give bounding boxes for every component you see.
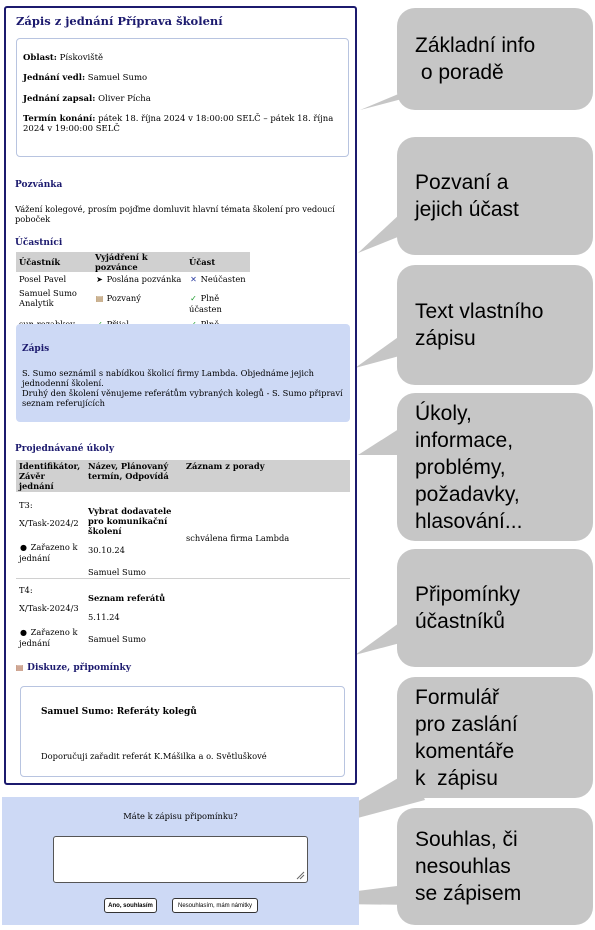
callout-agreement: Souhlas, či nesouhlas se zápisem bbox=[397, 808, 593, 925]
col-invite-response: Vyjádření k pozvánce bbox=[92, 252, 186, 272]
info-chair: Jednání vedl: Samuel Sumo bbox=[23, 73, 148, 83]
task-title: Seznam referátů bbox=[88, 593, 166, 603]
task-note: schválena firma Lambda bbox=[186, 533, 290, 543]
discussion-heading: Diskuze, připomínky bbox=[27, 663, 132, 673]
callout-tasks: Úkoly, informace, problémy, požadavky, hlasování... bbox=[397, 393, 593, 541]
comment-form bbox=[2, 797, 359, 925]
document-icon: ▤ bbox=[15, 662, 24, 672]
comment-textarea[interactable] bbox=[53, 836, 308, 883]
invitation-text: Vážení kolegové, prosím pojďme domluvit hlavní témata školení pro vedoucí poboček bbox=[15, 204, 335, 224]
comment-text: Doporučuji zařadit referát K.Mášilka a o. Světluškové bbox=[41, 751, 267, 761]
callout-comments: Připomínky účastníků bbox=[397, 549, 593, 667]
callout-minutes-text: Text vlastního zápisu bbox=[397, 265, 593, 385]
disagree-button[interactable]: Nesouhlasím, mám námitky bbox=[172, 898, 258, 913]
document-title: Zápis z jednání Příprava školení bbox=[16, 14, 223, 28]
meeting-status-icon: ● bbox=[20, 628, 27, 637]
info-date: Termín konání: pátek 18. října 2024 v 18:00:00 SELČ – pátek 18. října 2024 v 19:00:00 SELČ bbox=[23, 114, 334, 134]
task-owner: Samuel Sumo bbox=[88, 634, 146, 644]
callout-form: Formulář pro zaslání komentáře k zápisu bbox=[397, 677, 593, 798]
table-row: Posel Pavel ➤ Poslána pozvánka ✕ Neúčasten bbox=[16, 272, 250, 285]
cross-icon: ✕ bbox=[190, 275, 197, 284]
task-date: 30.10.24 bbox=[88, 545, 125, 555]
col-participant: Účastník bbox=[16, 252, 92, 272]
col-title: Název, Plánovaný termín, Odpovídá bbox=[85, 460, 183, 492]
participant-role: Analytik bbox=[19, 298, 54, 308]
task-status: Zařazeno k jednání bbox=[19, 627, 78, 648]
col-identifier: Identifikátor, Závěr jednání bbox=[16, 460, 85, 492]
task-code: T4: bbox=[19, 585, 33, 595]
participant-name: Posel Pavel bbox=[19, 274, 67, 284]
minutes-heading: Zápis bbox=[22, 344, 50, 354]
form-question: Máte k zápisu připomínku? bbox=[123, 811, 238, 821]
basic-info-box bbox=[16, 38, 349, 157]
minutes-text-1: S. Sumo seznámil s nabídkou školicí firmy Lambda. Objednáme jejich jednodenní školení. bbox=[22, 368, 314, 388]
task-id: X/Task-2024/2 bbox=[19, 518, 79, 528]
tasks-heading: Projednávané úkoly bbox=[15, 444, 115, 454]
resize-handle-icon[interactable] bbox=[295, 870, 305, 880]
invitation-heading: Pozvánka bbox=[15, 180, 63, 190]
callout-basic-info: Základní info o poradě bbox=[397, 8, 593, 110]
table-row bbox=[16, 492, 350, 579]
task-id: X/Task-2024/3 bbox=[19, 603, 79, 613]
discussion-comment-box bbox=[20, 686, 345, 777]
table-row bbox=[16, 579, 350, 656]
comment-author-title: Samuel Sumo: Referáty kolegů bbox=[41, 707, 197, 717]
task-date: 5.11.24 bbox=[88, 612, 120, 622]
table-row: Samuel Sumo Analytik ▤ Pozvaný ✓ Plně účasten bbox=[19, 288, 222, 314]
meeting-minutes-document bbox=[4, 6, 357, 785]
agree-button[interactable]: Ano, souhlasím bbox=[104, 898, 157, 913]
task-status: Zařazeno k jednání bbox=[19, 542, 78, 563]
meeting-status-icon: ● bbox=[20, 543, 27, 552]
minutes-text-2: Druhý den školení věnujeme referátům vybraných kolegů - S. Sumo připraví seznam referujících bbox=[22, 388, 343, 408]
participant-name: Samuel Sumo bbox=[19, 288, 77, 298]
send-icon: ➤ bbox=[96, 275, 103, 284]
task-owner: Samuel Sumo bbox=[88, 567, 146, 577]
task-code: T3: bbox=[19, 500, 33, 510]
col-record: Záznam z porady bbox=[183, 460, 350, 492]
callout-participants: Pozvaní a jejich účast bbox=[397, 137, 593, 255]
col-attendance: Účast bbox=[186, 252, 250, 272]
info-area: Oblast: Pískoviště bbox=[23, 53, 104, 63]
tasks-table bbox=[16, 460, 350, 655]
task-note bbox=[183, 579, 350, 656]
calendar-icon: ▤ bbox=[95, 294, 104, 303]
check-icon: ✓ bbox=[190, 294, 197, 303]
minutes-box bbox=[16, 324, 350, 422]
participants-heading: Účastníci bbox=[15, 238, 63, 248]
info-recorder: Jednání zapsal: Oliver Pícha bbox=[23, 94, 151, 104]
task-title: Vybrat dodavatele pro komunikační školení bbox=[88, 506, 172, 536]
